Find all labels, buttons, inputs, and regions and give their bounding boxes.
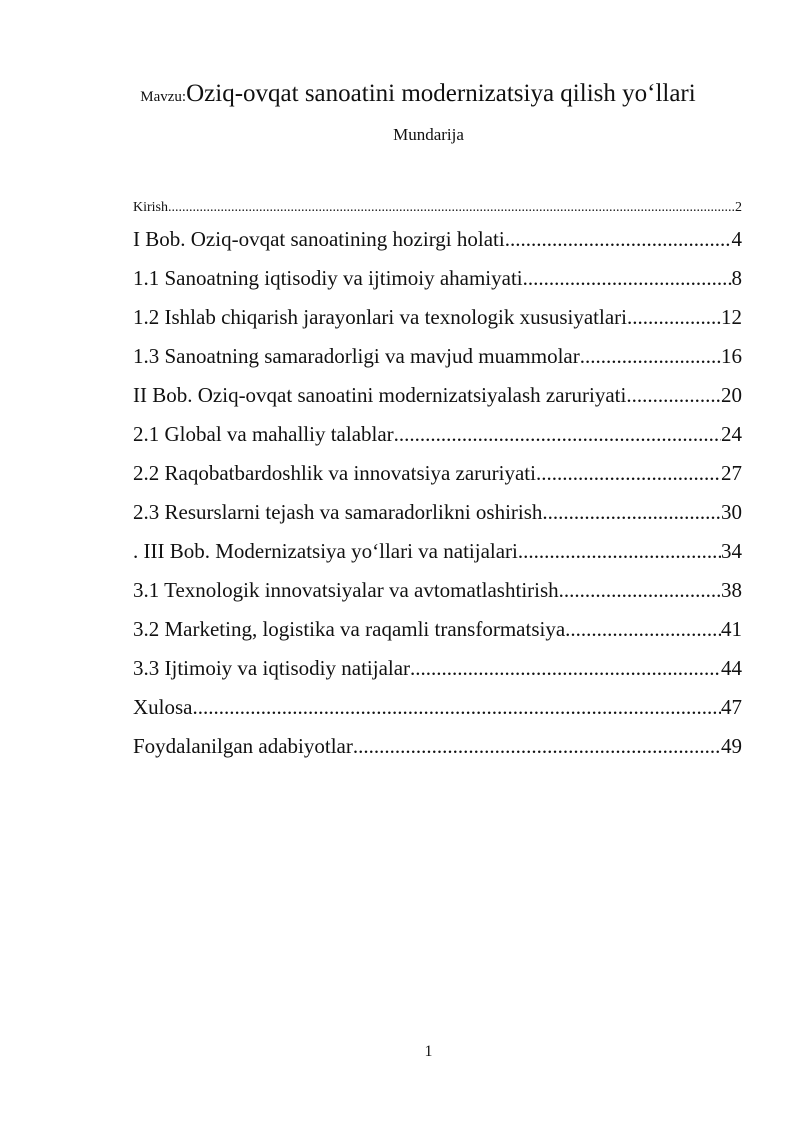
toc-entry-label: 3.2 Marketing, logistika va raqamli transformatsiya (133, 617, 566, 641)
toc-entry-label: 3.1 Texnologik innovatsiyalar va avtomatlashtirish (133, 578, 559, 602)
toc-entry (133, 259, 742, 298)
toc-entry (133, 220, 742, 259)
toc-entry (133, 688, 742, 727)
toc-leader-dots (505, 220, 732, 259)
toc-entry-page: 2 (735, 200, 742, 215)
toc-entry (133, 454, 742, 493)
toc-entry (133, 415, 742, 454)
document-title (0, 80, 800, 108)
toc-entry (133, 376, 742, 415)
toc-entry-page: 30 (721, 500, 742, 524)
toc-entry-label: I Bob. Oziq-ovqat sanoatining hozirgi holati (133, 227, 505, 251)
table-of-contents (133, 196, 742, 766)
toc-heading: Mundarija (393, 125, 464, 144)
title-prefix: Mavzu: (140, 89, 187, 105)
page-number: 1 (424, 1043, 433, 1060)
toc-entry-label: 1.3 Sanoatning samaradorligi va mavjud muammolar (133, 344, 580, 368)
toc-entry (133, 649, 742, 688)
toc-entry-page: 12 (721, 305, 742, 329)
toc-entry-label: 1.2 Ishlab chiqarish jarayonlari va texnologik xususiyatlari. (133, 305, 633, 329)
toc-leader-dots (536, 454, 721, 493)
toc-leader-dots (632, 376, 721, 415)
toc-leader-dots (559, 571, 721, 610)
toc-entry-label: 2.3 Resurslarni tejash va samaradorlikni oshirish (133, 500, 543, 524)
toc-leader-dots (518, 532, 721, 571)
toc-entry-page: 41 (721, 617, 742, 641)
toc-entry-page: 38 (721, 578, 742, 602)
toc-leader-dots (410, 649, 721, 688)
toc-entry (133, 196, 742, 220)
toc-leader-dots (565, 610, 721, 649)
toc-entry-page: 34 (721, 539, 742, 563)
toc-leader-dots (580, 337, 721, 376)
toc-leader-dots (353, 727, 721, 766)
toc-entry (133, 532, 742, 571)
toc-entry-label: Xulosa (133, 695, 193, 719)
toc-entry-page: 24 (721, 422, 742, 446)
toc-leader-dots (193, 688, 722, 727)
toc-leader-dots (523, 259, 732, 298)
toc-entry-label: 1.1 Sanoatning iqtisodiy va ijtimoiy ahamiyati (133, 266, 523, 290)
toc-entry-page: 16 (721, 344, 742, 368)
toc-entry (133, 610, 742, 649)
toc-leader-dots (542, 493, 721, 532)
title-text: Oziq-ovqat sanoatini modernizatsiya qilish yo‘llari (186, 80, 696, 107)
toc-entry-label: Kirish (133, 200, 168, 215)
toc-entry-page: 44 (721, 656, 742, 680)
toc-entry (133, 493, 742, 532)
toc-entry-label: 3.3 Ijtimoiy va iqtisodiy natijalar (133, 656, 411, 680)
toc-entry-label: 2.2 Raqobatbardoshlik va innovatsiya zaruriyati (133, 461, 536, 485)
toc-entry-label: . III Bob. Modernizatsiya yo‘llari va natijalari (133, 539, 518, 563)
toc-entry (133, 298, 742, 337)
toc-entry (133, 571, 742, 610)
toc-entry-page: 49 (721, 734, 742, 758)
toc-entry-page: 47 (721, 695, 742, 719)
toc-entry-page: 8 (731, 266, 742, 290)
toc-entry (133, 337, 742, 376)
toc-entry-label: 2.1 Global va mahalliy talablar (133, 422, 394, 446)
toc-leader-dots (168, 196, 735, 220)
toc-entry-page: 20 (721, 383, 742, 407)
toc-leader-dots (632, 298, 721, 337)
toc-entry-label: Foydalanilgan adabiyotlar (133, 734, 353, 758)
toc-leader-dots (394, 415, 721, 454)
toc-entry (133, 727, 742, 766)
toc-entry-page: 4 (731, 227, 742, 251)
toc-entry-page: 27 (721, 461, 742, 485)
toc-entry-label: II Bob. Oziq-ovqat sanoatini modernizatsiyalash zaruriyati. (133, 383, 632, 407)
